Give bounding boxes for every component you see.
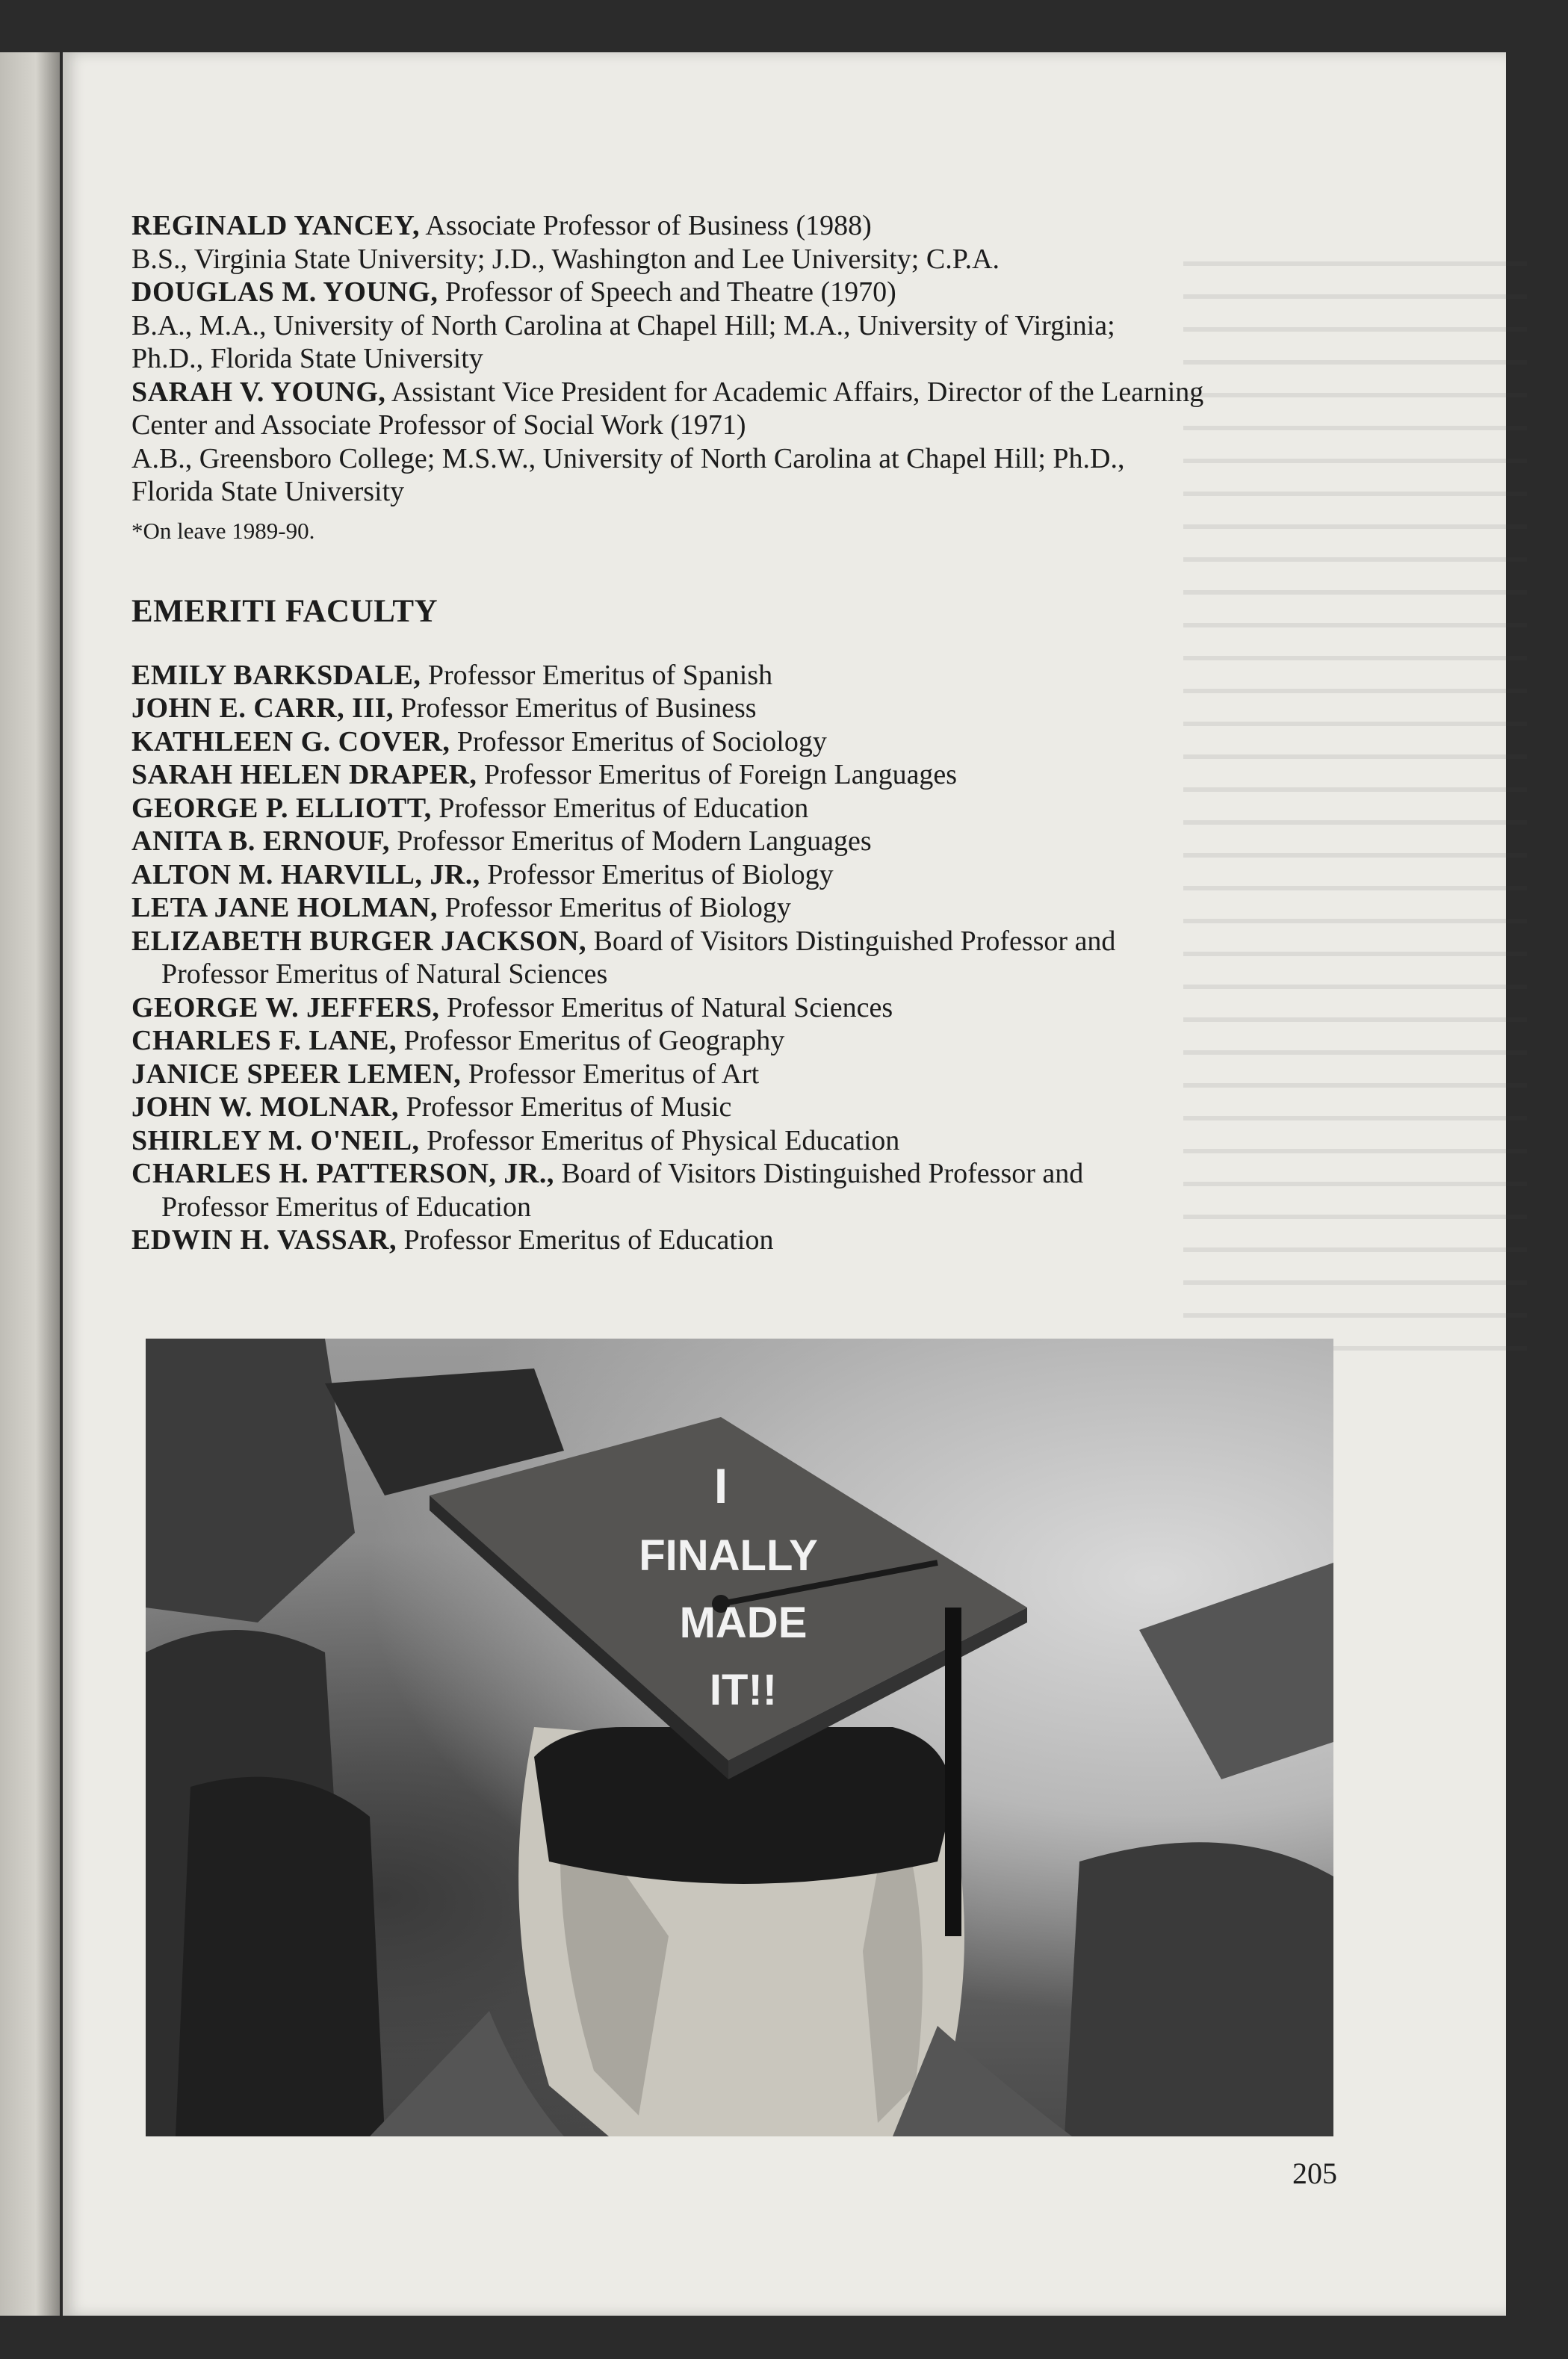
emeriti-title: Professor Emeritus of Biology [480,858,834,890]
emeriti-entry [131,891,1342,925]
emeriti-name: ELIZABETH BURGER JACKSON, [131,925,587,957]
emeriti-name: EMILY BARKSDALE, [131,659,421,691]
faculty-title-continued: Center and Associate Professor of Social Work (1971) [131,409,746,441]
emeriti-title: Professor Emeritus of Business [394,692,757,724]
emeriti-title: Professor Emeritus of Geography [397,1025,785,1056]
emeriti-entry [131,1058,1342,1091]
emeriti-title: Professor Emeritus of Education [431,792,809,824]
emeriti-entry [131,1124,1342,1158]
faculty-degrees: A.B., Greensboro College; M.S.W., University of North Carolina at Chapel Hill; Ph.D., [131,442,1125,474]
leave-note: *On leave 1989-90. [131,517,315,544]
faculty-entry [131,209,1342,243]
emeriti-entry [131,725,1342,759]
emeriti-title: Professor Emeritus of Art [461,1058,760,1090]
emeriti-entry [131,792,1342,825]
emeriti-title: Professor Emeritus of Physical Education [419,1124,900,1156]
emeriti-title-continued: Professor Emeritus of Natural Sciences [161,958,608,990]
emeriti-name: KATHLEEN G. COVER, [131,725,450,757]
emeriti-title: Professor Emeritus of Natural Sciences [439,991,893,1023]
emeriti-title: Professor Emeritus of Education [397,1224,774,1256]
emeriti-entry [131,1091,1342,1124]
faculty-degrees: B.S., Virginia State University; J.D., Washington and Lee University; C.P.A. [131,243,1000,275]
emeriti-entry [131,659,1342,692]
emeriti-entry [131,692,1342,725]
cap-text-line-3: MADE [679,1599,808,1647]
emeriti-name: GEORGE W. JEFFERS, [131,991,440,1023]
graduation-photo [146,1339,1333,2136]
emeriti-title: Professor Emeritus of Biology [438,892,791,923]
tassel [945,1608,961,1936]
emeriti-entry [131,758,1342,792]
emeriti-name: EDWIN H. VASSAR, [131,1224,397,1256]
faculty-title: Professor of Speech and Theatre (1970) [438,276,896,308]
facing-page-edge [0,52,60,2316]
faculty-entry [131,276,1342,309]
emeriti-entry [131,991,1342,1025]
faculty-name: REGINALD YANCEY, [131,210,420,241]
cap-text-line-2: FINALLY [639,1531,818,1580]
cap-text-line-1: I [713,1458,728,1513]
emeriti-list [131,659,1342,1257]
gown-shoulder-left [370,2011,564,2136]
faculty-name: DOUGLAS M. YOUNG, [131,276,439,308]
emeriti-heading: EMERITI FACULTY [131,594,439,629]
emeriti-name: LETA JANE HOLMAN, [131,892,439,923]
faculty-degrees: Florida State University [131,476,405,507]
emeriti-name: ANITA B. ERNOUF, [131,825,390,857]
emeriti-name: SARAH HELEN DRAPER, [131,759,477,790]
emeriti-entry [131,858,1342,892]
gown-left-2 [176,1777,385,2136]
page-number: 205 [1292,2157,1337,2190]
emeriti-name: ALTON M. HARVILL, JR., [131,858,480,890]
emeriti-name: CHARLES H. PATTERSON, JR., [131,1158,554,1189]
emeriti-entry [131,925,1342,958]
faculty-degrees: Ph.D., Florida State University [131,343,483,374]
emeriti-title: Professor Emeritus of Foreign Languages [477,759,958,790]
emeriti-entry [131,1157,1342,1191]
graduation-cap-illustration [146,1339,1333,2136]
emeriti-name: GEORGE P. ELLIOTT, [131,792,432,824]
emeriti-name: JOHN W. MOLNAR, [131,1091,399,1123]
emeriti-entry [131,1024,1342,1058]
cap-text-line-4: IT!! [709,1666,778,1714]
emeriti-name: SHIRLEY M. O'NEIL, [131,1124,420,1156]
faculty-entry [131,376,1342,409]
emeriti-title-continued: Professor Emeritus of Education [161,1191,531,1223]
faculty-degrees: B.A., M.A., University of North Carolina at Chapel Hill; M.A., University of Virginia; [131,309,1115,341]
crowd-right [1065,1842,1333,2136]
emeriti-name: JOHN E. CARR, III, [131,692,394,724]
faculty-listing [131,209,1342,1257]
emeriti-name: CHARLES F. LANE, [131,1025,397,1056]
emeriti-title: Professor Emeritus of Music [398,1091,732,1123]
emeriti-title: Board of Visitors Distinguished Professor and [586,925,1116,957]
emeriti-title: Board of Visitors Distinguished Professor and [554,1158,1084,1189]
crowd-cap-left [146,1339,355,1622]
emeriti-title: Professor Emeritus of Sociology [450,725,827,757]
emeriti-name: JANICE SPEER LEMEN, [131,1058,462,1090]
emeriti-title: Professor Emeritus of Modern Languages [389,825,872,857]
crowd-cap-right [1139,1563,1333,1779]
emeriti-entry [131,1224,1342,1257]
emeriti-entry [131,825,1342,858]
faculty-name: SARAH V. YOUNG, [131,376,386,408]
faculty-title: Associate Professor of Business (1988) [419,210,872,241]
emeriti-title: Professor Emeritus of Spanish [421,659,773,691]
faculty-title: Assistant Vice President for Academic Affairs, Director of the Learning [385,376,1204,408]
